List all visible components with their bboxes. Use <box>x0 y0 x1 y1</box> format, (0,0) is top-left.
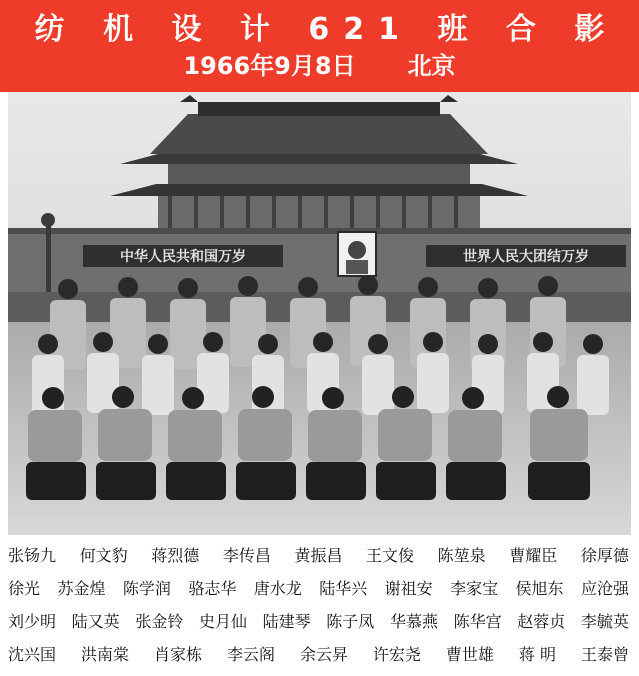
photo-place: 北京 <box>407 52 456 80</box>
name: 陆华兴 <box>319 579 368 598</box>
name: 李云阁 <box>226 645 275 664</box>
name-row-1 <box>0 538 639 571</box>
group-photo <box>8 92 631 535</box>
group-photo-illustration <box>8 92 631 535</box>
name: 曹耀臣 <box>509 546 558 565</box>
name: 张钖九 <box>8 546 57 565</box>
name: 谢祖安 <box>384 579 433 598</box>
name: 李传昌 <box>222 546 271 565</box>
name: 徐光 <box>8 579 41 598</box>
name: 赵蓉贞 <box>517 612 566 631</box>
name: 张金铃 <box>135 612 184 631</box>
right-slogan: 世界人民大团结万岁 <box>463 249 589 265</box>
name: 何文豹 <box>79 546 128 565</box>
name: 陈学润 <box>122 579 171 598</box>
name: 徐厚德 <box>580 546 629 565</box>
name: 蒋烈德 <box>151 546 200 565</box>
name: 肖家栋 <box>153 645 202 664</box>
photo-subtitle <box>183 51 455 81</box>
name: 曹世雄 <box>445 645 494 664</box>
name-list <box>0 538 639 676</box>
name: 许宏尧 <box>372 645 421 664</box>
name: 黄振昌 <box>294 546 343 565</box>
name: 史月仙 <box>198 612 247 631</box>
name: 陈子凤 <box>326 612 375 631</box>
name-row-2 <box>0 571 639 604</box>
name: 苏金煌 <box>57 579 106 598</box>
name: 侯旭东 <box>515 579 564 598</box>
name: 王泰曾 <box>580 645 629 664</box>
header-banner <box>0 0 639 92</box>
name: 刘少明 <box>8 612 57 631</box>
name: 余云昇 <box>299 645 348 664</box>
left-slogan: 中华人民共和国万岁 <box>120 249 246 265</box>
name: 洪南棠 <box>80 645 129 664</box>
name: 华慕燕 <box>389 612 438 631</box>
name: 李毓英 <box>580 612 629 631</box>
name: 骆志华 <box>188 579 237 598</box>
name: 沈兴国 <box>8 645 57 664</box>
name-row-4 <box>0 637 639 670</box>
name: 唐水龙 <box>253 579 302 598</box>
photo-date: 1966年9月8日 <box>183 52 356 80</box>
name: 陈堃泉 <box>437 546 486 565</box>
name: 蒋 明 <box>518 645 556 664</box>
name: 应沧强 <box>580 579 629 598</box>
name-row-3 <box>0 604 639 637</box>
name: 陆建琴 <box>262 612 311 631</box>
photo-title: 纺 机 设 计 621 班 合 影 <box>34 12 619 47</box>
name: 李家宝 <box>450 579 499 598</box>
name: 陆又英 <box>71 612 120 631</box>
name: 王文俊 <box>366 546 415 565</box>
name: 陈华宫 <box>453 612 502 631</box>
